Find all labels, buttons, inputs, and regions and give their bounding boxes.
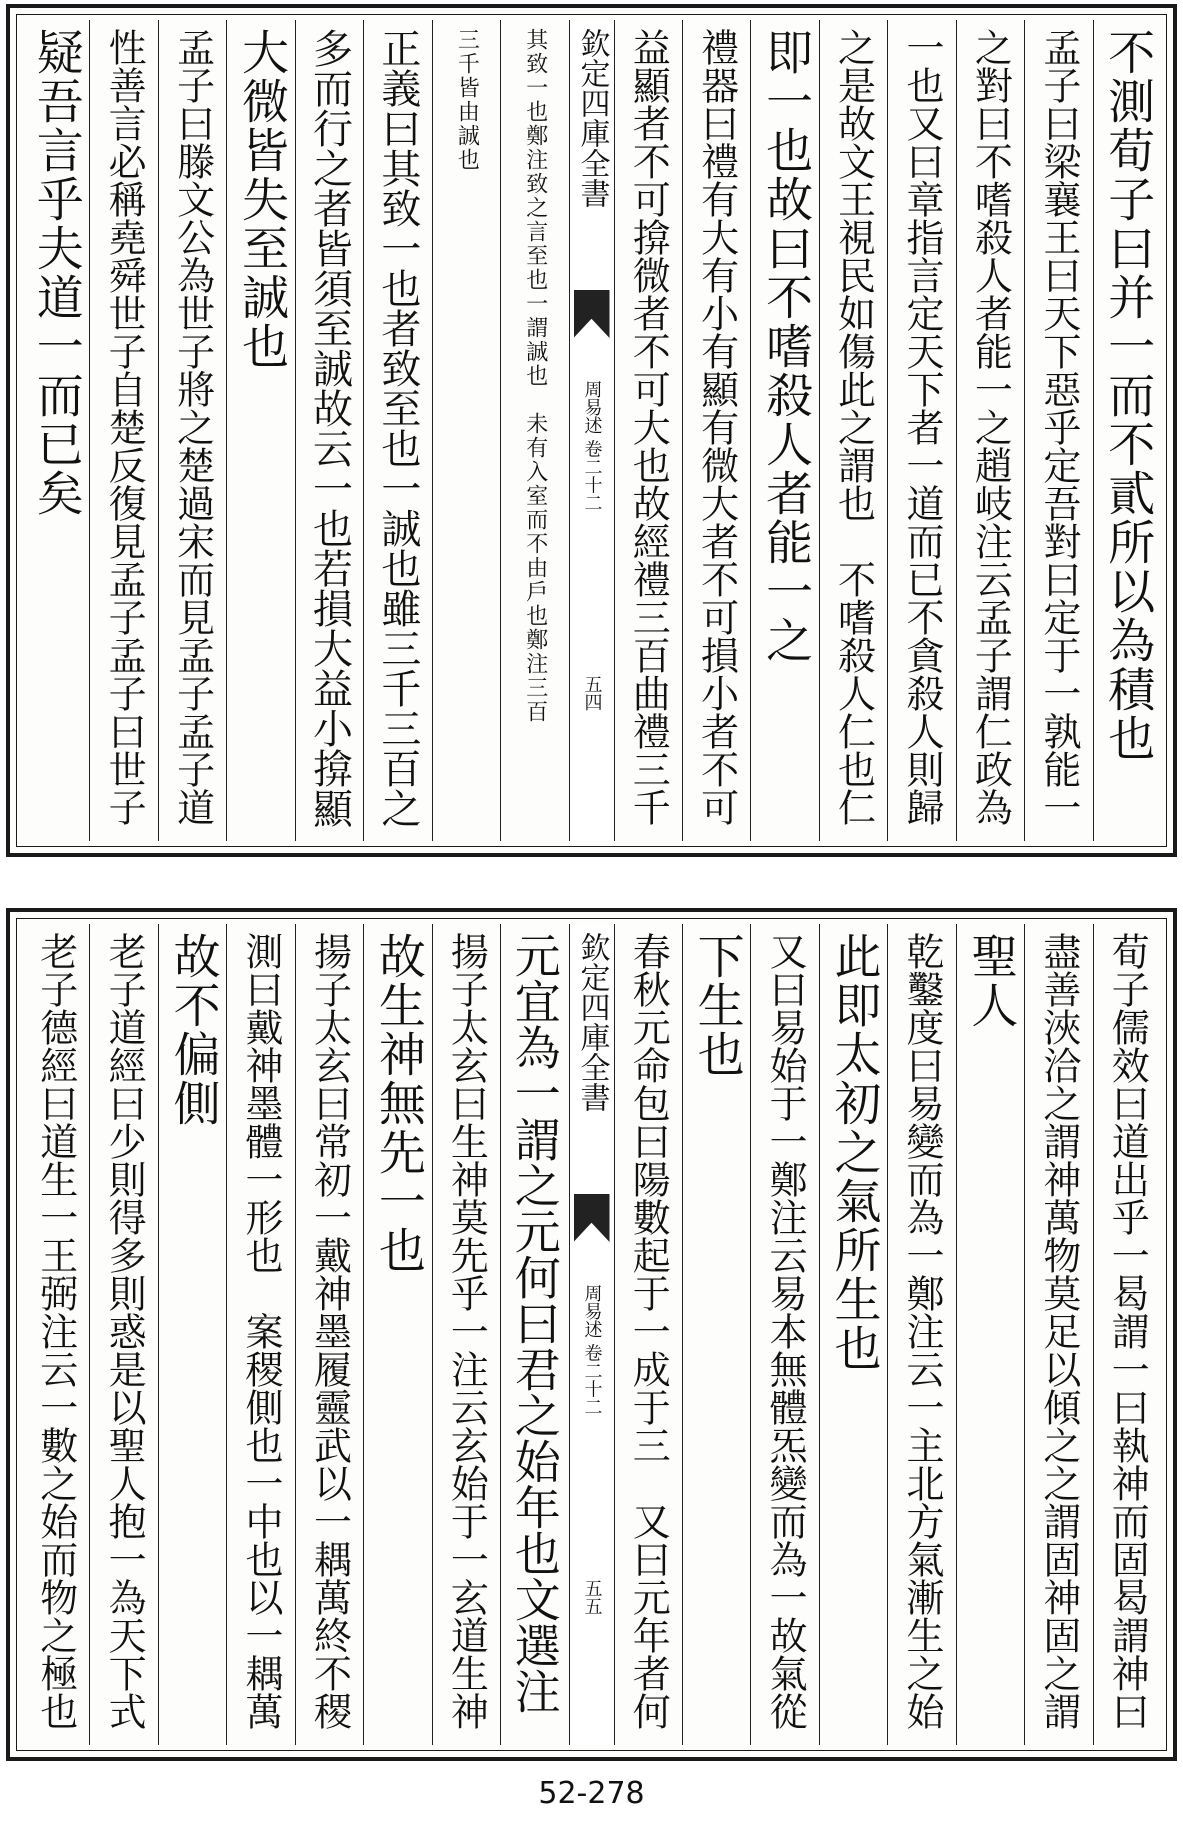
text-column: 之是故文王視民如傷此之謂也 不嗜殺人仁也仁 [819,20,887,841]
text-column: 聖人 [956,924,1024,1745]
text-column: 春秋元命包曰陽數起于一成于三 又曰元年者何 [614,924,682,1745]
upper-columns [22,20,1161,841]
lower-page [6,908,1177,1761]
text-column: 不測荀子曰并一而不貳所以為積也 [1093,20,1161,841]
page-number: 52-278 [538,1776,645,1811]
text-column: 此即太初之氣所生也 [819,924,887,1745]
text-column: 故生神無先一也 [363,924,431,1745]
text-column: 多而行之者皆須至誠故云一也若損大益小揜顯 [295,20,363,841]
text-column: 之對曰不嗜殺人者能一之趙岐注云孟子謂仁政為 [956,20,1024,841]
leaf-number: 五四 [581,675,603,711]
text-column: 即一也故曰不嗜殺人者能一之 [750,20,818,841]
text-column: 老子德經曰道生一王弼注云一數之始而物之極也 [33,932,78,1730]
text-column: 大微皆失至誠也 [226,20,294,841]
lower-columns [22,924,1161,1745]
text-column: 益顯者不可揜微者不可大也故經禮三百曲禮三千 [614,20,682,841]
upper-page [6,4,1177,857]
text-column: 元宜為一謂之元何曰君之始年也文選注 [500,924,568,1745]
book-spine [569,924,614,1745]
text-column: 揚子太玄曰生神莫先乎一注云玄始于一玄道生神 [432,924,500,1745]
text-column: 正義曰其致一也者致至也一誠也雖三千三百之 [363,20,431,841]
text-column: 一也又曰章指言定天下者一道而已不貪殺人則歸 [887,20,955,841]
text-column: 測曰戴神墨體一形也 案稷側也一中也以一耦萬 [226,924,294,1745]
text-column: 禮器曰禮有大有小有顯有微大者不可損小者不可 [682,20,750,841]
text-column: 又曰易始于一鄭注云易本無體炁變而為一故氣從 [750,924,818,1745]
text-column: 孟子曰梁襄王曰天下惡乎定吾對曰定于一孰能一 [1024,20,1092,841]
text-column: 三千皆由誠也 [432,20,500,841]
text-column: 性善言必稱堯舜世子自楚反復見孟子孟子曰世子 [89,20,157,841]
leaf-number: 五五 [581,1579,603,1615]
text-column: 荀子儒效曰道出乎一曷謂一曰執神而固曷謂神曰 [1093,924,1161,1745]
spine-subtitle: 周易述 卷二十二 [581,1284,603,1416]
spine-title: 欽定四庫全書 [574,932,610,1112]
text-column: 乾鑿度曰易變而為一鄭注云一主北方氣漸生之始 [887,924,955,1745]
book-spine [569,20,614,841]
text-column: 揚子太玄曰常初一戴神墨履靈武以一耦萬終不稷 [295,924,363,1745]
text-column: 故不偏側 [158,924,226,1745]
spine-title: 欽定四庫全書 [574,28,610,208]
text-column: 盡善浹洽之謂神萬物莫足以傾之之謂固神固之謂 [1024,924,1092,1745]
fish-tail-mark [574,290,610,338]
text-column: 其致一也鄭注致之言至也一謂誠也 未有入室而不由戶也鄭注三百 [500,20,568,841]
text-column: 孟子曰滕文公為世子將之楚過宋而見孟子孟子道 [158,20,226,841]
text-column: 疑吾言乎夫道一而已矣 [28,28,84,518]
spine-subtitle: 周易述 卷二十二 [581,380,603,512]
text-column: 老子道經曰少則得多則惑是以聖人抱一為天下式 [89,924,157,1745]
text-column: 下生也 [682,924,750,1745]
fish-tail-mark [574,1194,610,1242]
